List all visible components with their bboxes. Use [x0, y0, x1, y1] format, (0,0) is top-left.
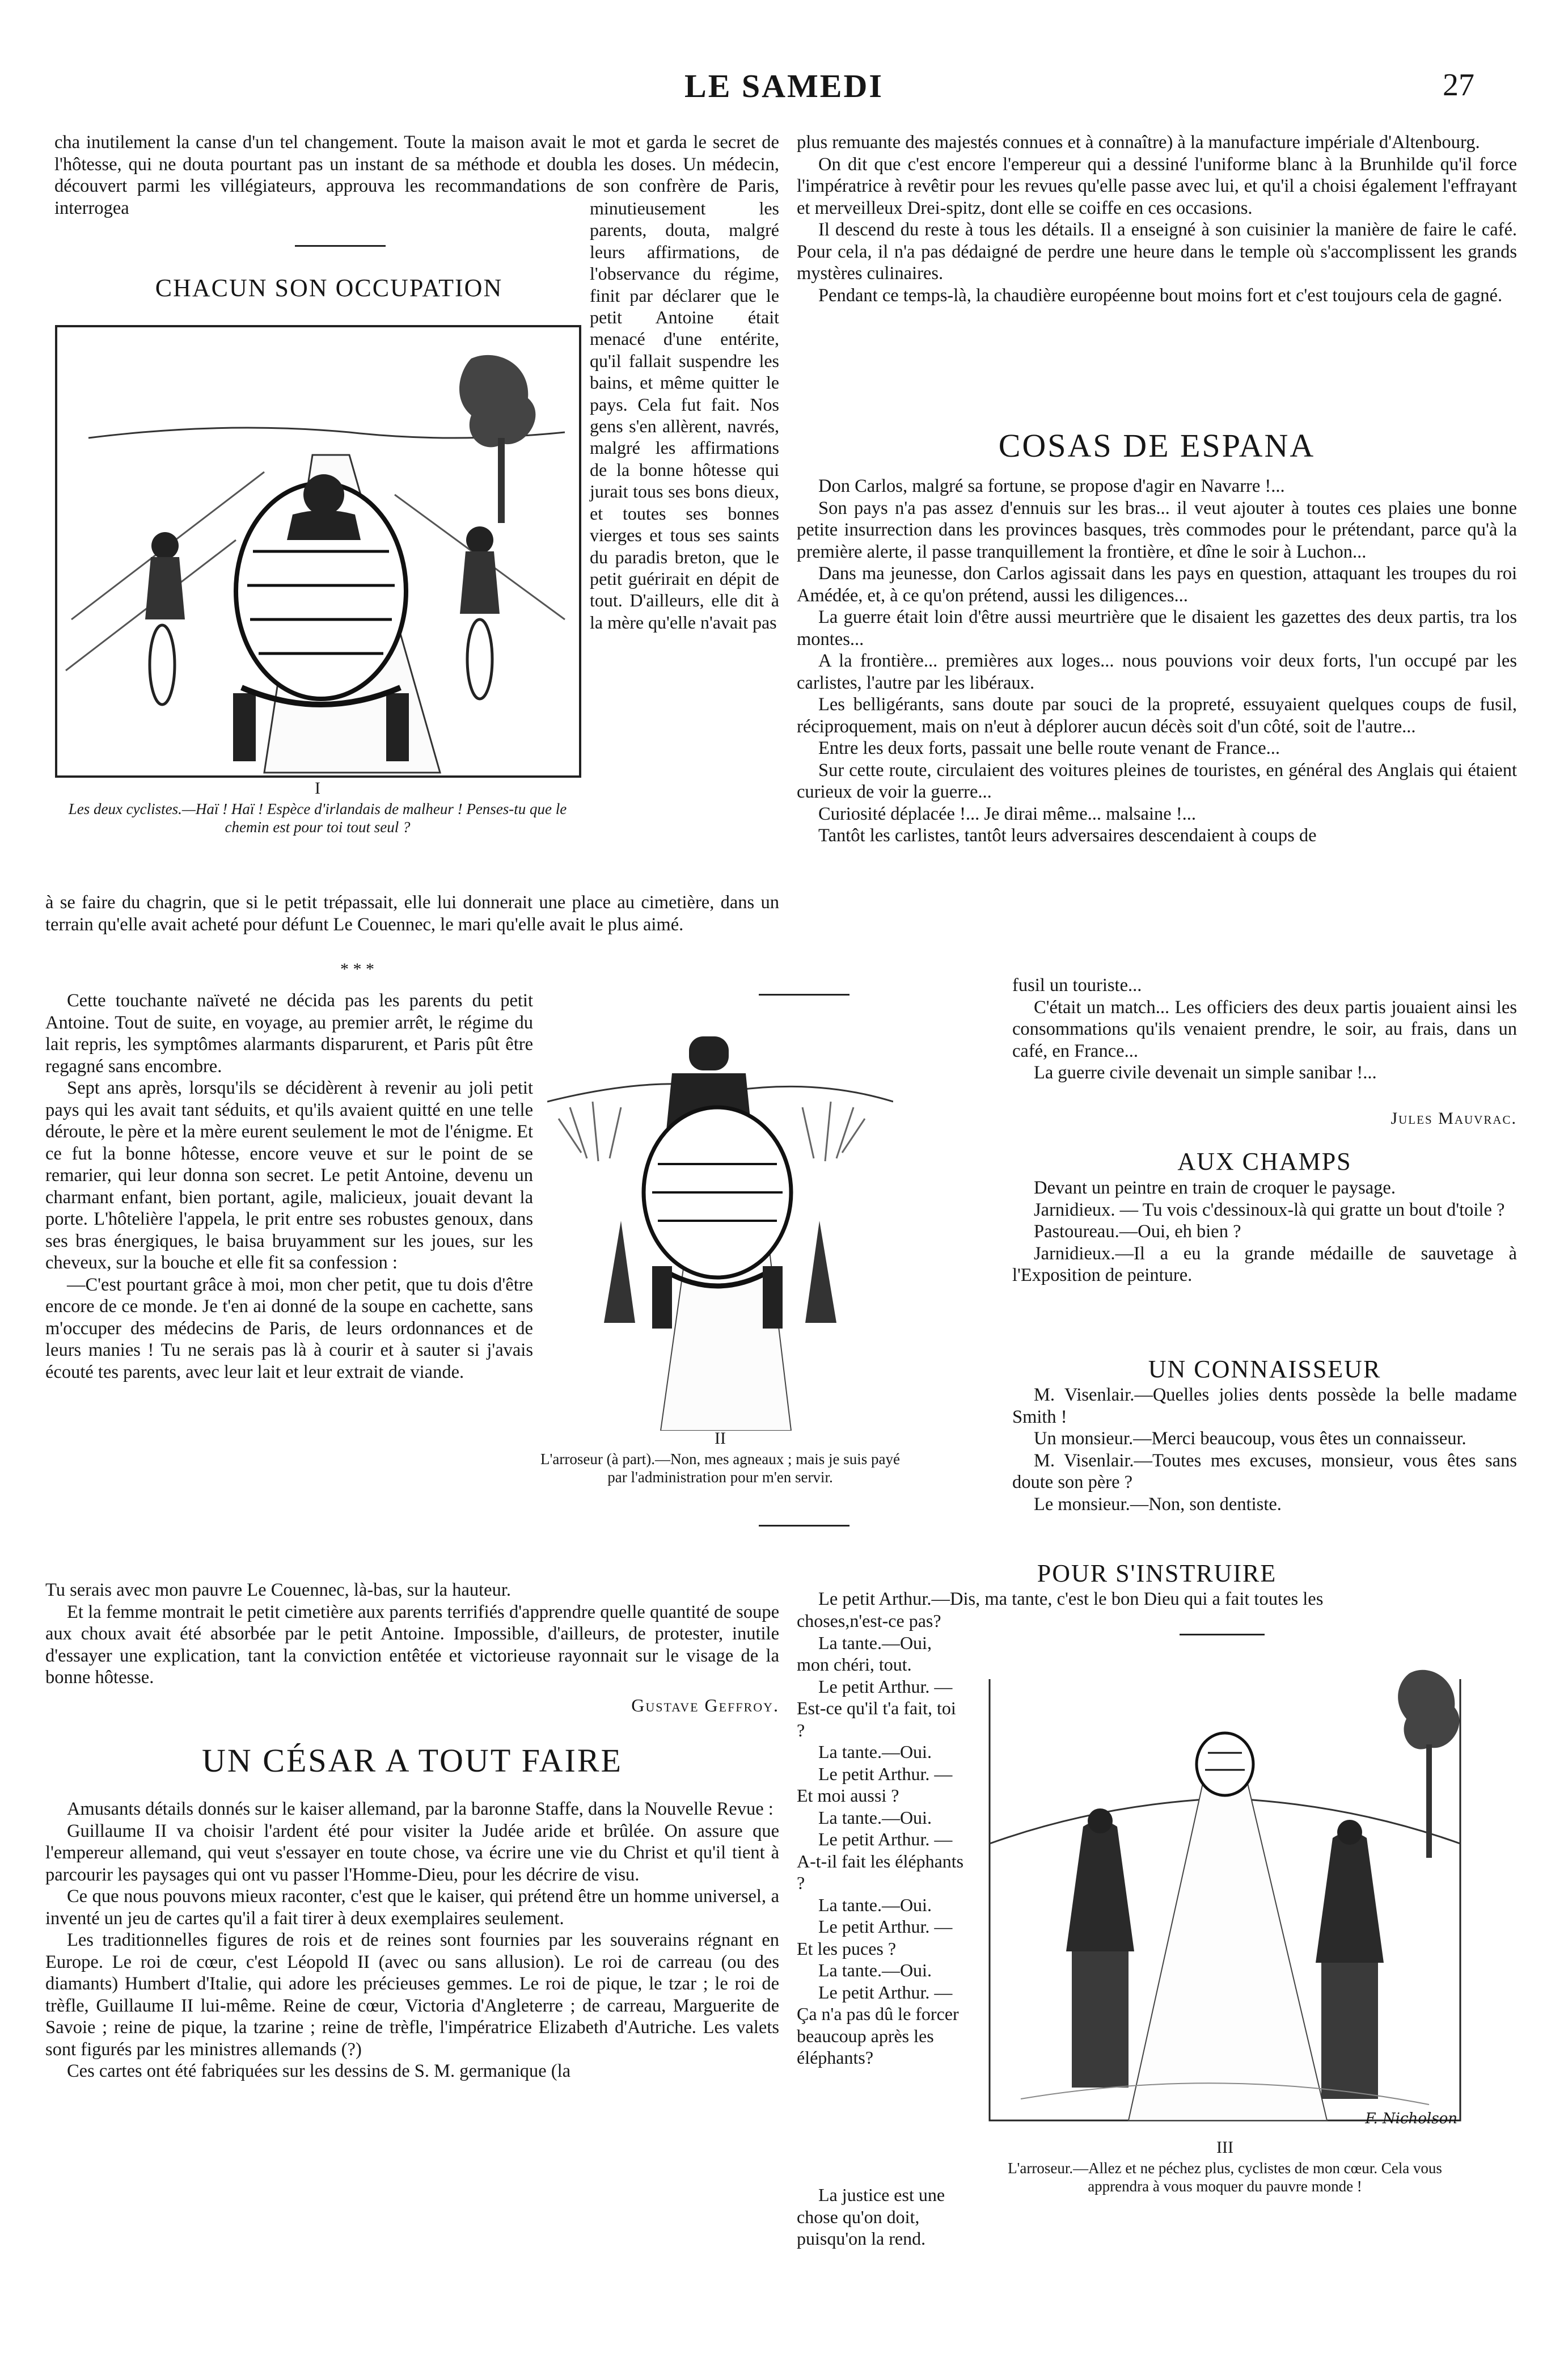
paragraph: Le monsieur.—Non, son dentiste. [1034, 1494, 1282, 1515]
paragraph: Don Carlos, malgré sa fortune, se propose d'agir en Navarre !... [818, 476, 1285, 496]
paragraph: Sur cette route, circulaient des voitures pleines de touristes, en général des Anglais qui étaient curieux de voir la guerre... [797, 760, 1517, 802]
paragraph: minutieusement les parents, douta, malgré leurs affirmations, de l'observance du régime, finit par déclarer que le petit Antoine était menacé d'une entérite, qu'il fallait suspendre les bains, et même quitter le pays. Cela fut fait. Nos gens s'en allèrent, navrés, malgré les affirmations de la bonne hôtesse qui jurait tous ses bons dieux, et toutes ses bonnes vierges et tous ses saints du paradis breton, que le petit guérirait en dépit de tout. D'ailleurs, elle dit à la mère qu'elle n'avait pas [590, 198, 779, 633]
illustration-3-number: III [1216, 2138, 1233, 2157]
dialogue-line: La tante.—Oui. [818, 1742, 932, 1762]
paragraph: Les traditionnelles figures de rois et de reines sont fournies par les souverains régnant en Europe. Le roi de cœur, c'est Léopold II (avec ou sans allusion). Le roi de carreau (ou des diamants) Humbert d'Italie, qui adore les précieuses gemmes. Le roi de pique, le tzar ; le roi de trèfle, Guillaume II lui-même. Reine de cœur, Victoria d'Angleterre ; de carreau, Marguerite de Savoie ; reine de pique, la tzarine ; reine de trèfle, l'impératrice Elizabeth d'Autriche. Les valets sont figurés par les ministres allemands (?) [45, 1930, 779, 2060]
section-stars: * * * [340, 960, 374, 979]
paragraph: Tantôt les carlistes, tantôt leurs adversaires descendaient à coups de [818, 825, 1317, 846]
paragraph: A la frontière... premières aux loges... nous pouvions voir deux forts, l'un occupé par les carlistes, l'autre par les libéraux. [797, 651, 1517, 693]
paragraph: Et la femme montrait le petit cimetière aux parents terrifiés d'apprendre quelle quantité de soupe aux choux avait été absorbée par le petit Antoine. Impossible, d'ailleurs, de protester, inutile d'essayer une explication, tant la conviction entêtée et victorieuse rayonnait sur le visage de la bonne hôtesse. [45, 1601, 779, 1688]
paragraph: C'était un match... Les officiers des deux partis jouaient ainsi les consommations qu'ils venaient prendre, le soir, au frais, dans un café, en France... [1012, 997, 1517, 1061]
dialogue-line: Le petit Arthur. —Ça n'a pas dû le forcer beaucoup après les éléphants? [797, 1981, 959, 2068]
pour-sinstruire-heading: POUR S'INSTRUIRE [1037, 1559, 1277, 1587]
paragraph: La guerre était loin d'être aussi meurtrière que le disaient les gazettes des deux partis, tra los montes... [797, 607, 1517, 650]
paragraph: à se faire du chagrin, que si le petit trépassait, elle lui donnerait une place au cimetière, dans un terrain qu'elle avait acheté pour défunt Le Couennec, le mari qu'elle avait le plus aimé. [45, 892, 779, 935]
paragraph: —C'est pourtant grâce à moi, mon cher petit, que tu dois d'être encore de ce monde. Je t'en ai donné de la soupe en cachette, sans m'occuper des médecins de Paris, de leurs ordonnances et de leurs manies ! Tu ne serais pas là à courir et à sauter si j'avais écouté tes parents, avec leur lait et leur extrait de viande. [45, 1274, 533, 1382]
dialogue-line: Le petit Arthur. —A-t-il fait les éléphants ? [797, 1829, 964, 1893]
illustration-3-caption: L'arroseur.—Allez et ne péchez plus, cyclistes de mon cœur. Cela vous apprendra à vous moquer du pauvre monde ! [1008, 2160, 1442, 2195]
illustration-3 [987, 1656, 1463, 2127]
paragraph: Un monsieur.—Merci beaucoup, vous êtes un connaisseur. [1034, 1428, 1466, 1449]
dialogue-line: La tante.—Oui, mon chéri, tout. [797, 1632, 932, 1675]
dialogue-line: La tante.—Oui. [818, 1807, 932, 1828]
right-top-text [797, 132, 1517, 306]
illustration-2-caption: L'arroseur (à part).—Non, mes agneaux ; mais je suis payé par l'administration pour m'en servir. [540, 1451, 900, 1486]
paragraph: Cette touchante naïveté ne décida pas les parents du petit Antoine. Tout de suite, en voyage, au premier arrêt, le régime du lait repris, les symptômes alarmants disparurent, et Paris pût être regagné sans encombre. [45, 990, 533, 1077]
paragraph: Amusants détails donnés sur le kaiser allemand, par la baronne Staffe, dans la Nouvelle Revue : [67, 1799, 774, 1819]
paragraph: M. Visenlair.—Toutes mes excuses, monsieur, vous êtes sans doute son père ? [1012, 1450, 1517, 1492]
paragraph: Pendant ce temps-là, la chaudière européenne bout moins fort et c'est toujours cela de gagné. [818, 285, 1503, 306]
dialogue-line: Le petit Arthur. —Et moi aussi ? [797, 1763, 953, 1806]
aux-champs-heading: AUX CHAMPS [1177, 1148, 1352, 1175]
narrow-text [590, 197, 779, 633]
divider [759, 1525, 849, 1527]
cosas-text [797, 475, 1517, 847]
end-text [45, 1579, 779, 1689]
illustration-1 [54, 324, 582, 778]
paragraph: Entre les deux forts, passait une belle route venant de France... [818, 738, 1280, 758]
cosas-heading: COSAS DE ESPANA [998, 427, 1316, 464]
illustration-1-number: I [315, 779, 320, 798]
paragraph: Le petit Arthur.—Dis, ma tante, c'est le bon Dieu qui a fait toutes les [818, 1589, 1324, 1609]
dialogue-line: Le petit Arthur. —Est-ce qu'il t'a fait, toi ? [797, 1676, 956, 1740]
paragraph: Il descend du reste à tous les détails. Il a enseigné à son cuisinier la manière de faire le café. Pour cela, il n'a pas dédaigné de perdre une heure dans le temple où s'accomplissent les grands mystères culinaires. [797, 220, 1517, 284]
paragraph: Dans ma jeunesse, don Carlos agissait dans les pays en question, attaquant les troupes du roi Amédée, et, à ce qu'on prétend, aussi les diligences... [797, 563, 1517, 606]
pour-sinstruire-dialogue [797, 1610, 968, 2069]
page-number: 27 [1443, 68, 1474, 103]
paragraph: Guillaume II va choisir l'ardent été pour visiter la Judée aride et brûlée. On assure que l'empereur allemand, qui veut s'essayer en toute chose, va écrire une vie du Christ et qu'il tient à parcourir les paysages qui ont vu passer l'Homme-Dieu, pour les décrire de visu. [45, 1820, 779, 1885]
paragraph: Jarnidieux. — Tu vois c'dessinoux-là qui gratte un bout d'toile ? [1034, 1199, 1505, 1220]
paragraph: Pastoureau.—Oui, eh bien ? [1034, 1221, 1241, 1242]
paragraph: cha inutilement la canse d'un tel changement. Toute la maison avait le mot et garda le secret de l'hôtesse, qui ne douta pourtant pas un instant de sa méthode et doubla les doses. Un médecin, découvert parmi les villégiateurs, approuva les recommandations de son confrère de Paris, interrogea [54, 132, 779, 218]
newspaper-title: LE SAMEDI [684, 68, 884, 104]
connaisseur-heading: UN CONNAISSEUR [1148, 1355, 1381, 1383]
paragraph: plus remuante des majestés connues et à connaître) à la manufacture impériale d'Altenbourg. [797, 132, 1480, 153]
signature-geffroy: Gustave Geffroy. [631, 1695, 779, 1715]
paragraph: Devant un peintre en train de croquer le paysage. [1034, 1178, 1396, 1198]
connaisseur-text [1012, 1384, 1517, 1515]
paragraph: Ce que nous pouvons mieux raconter, c'est que le kaiser, qui prétend être un homme universel, a inventé un jeu de cartes qu'il a fait tirer à deux exemplaires seulement. [45, 1886, 779, 1929]
illustrator-signature: F. Nicholson [1365, 2110, 1457, 2127]
illustration-1-caption: Les deux cyclistes.—Haï ! Haï ! Espèce d'irlandais de malheur ! Penses-tu que le chemin est pour toi tout seul ? [68, 800, 567, 836]
paragraph: Tu serais avec mon pauvre Le Couennec, là-bas, sur la hauteur. [45, 1580, 511, 1600]
paragraph: Les belligérants, sans doute par souci de la propreté, essuyaient quelques coups de fusil, réciproquement, mais on n'eut à déplorer aucun décès soit d'un côté, soit de l'autre... [797, 694, 1517, 737]
paragraph: Curiosité déplacée !... Je dirai même... malsaine !... [818, 803, 1197, 824]
dialogue-line: choses,n'est-ce pas? [797, 1610, 941, 1631]
paragraph: M. Visenlair.—Quelles jolies dents possède la belle madame Smith ! [1012, 1385, 1517, 1427]
wide-text [45, 892, 779, 935]
cesar-text [45, 1798, 779, 2082]
illustration-2-number: II [715, 1429, 726, 1448]
dialogue-line: La tante.—Oui. [818, 1960, 932, 1980]
pour-sinstruire-first-line [797, 1588, 1517, 1610]
illustration-1-heading: CHACUN SON OCCUPATION [155, 274, 503, 302]
cosas-narrow-text [1012, 975, 1517, 1084]
divider [1180, 1634, 1265, 1635]
paragraph: Sept ans après, lorsqu'ils se décidèrent à revenir au joli petit pays qui les avait tant séduits, et qu'ils avaient quitté en une telle déroute, le père et la mère eurent seulement le mot de l'énigme. Et ce fut la bonne hôtesse, encore veuve et sur le point de se remarier, qui leur donna son secret. Le petit Antoine, devenu un charmant enfant, bien portant, agile, malicieux, jouait devant la porte. L'hôtelière l'appela, le prit entre ses robustes genoux, dans ses bras énergiques, le baisa bruyamment sur les joues, sur les cheveux, sur la bouche et elle fit sa confession : [45, 1078, 533, 1273]
divider [759, 994, 849, 996]
mid-text [45, 990, 533, 1383]
paragraph: On dit que c'est encore l'empereur qui a dessiné l'uniforme blanc à la Brunhilde qu'il force l'impératrice à revêtir pour les revues qu'elle passe avec lui, et qu'il a choisi également l'effrayant et merveilleux Drei-spitz, dont elle se coiffe en ces occasions. [797, 154, 1517, 218]
paragraph: Jarnidieux.—Il a eu la grande médaille de sauvetage à l'Exposition de peinture. [1012, 1243, 1517, 1285]
dialogue-line: La tante.—Oui. [818, 1894, 932, 1915]
signature-mauvrac: Jules Mauvrac. [1391, 1109, 1517, 1128]
paragraph: La justice est une chose qu'on doit, puisqu'on la rend. [797, 2185, 945, 2249]
paragraph: La guerre civile devenait un simple sanibar !... [1034, 1062, 1377, 1083]
illustration-2 [547, 1005, 893, 1431]
dialogue-line: Le petit Arthur. —Et les puces ? [797, 1916, 953, 1959]
justice-text [797, 2184, 968, 2250]
cesar-heading: UN CÉSAR A TOUT FAIRE [202, 1742, 623, 1779]
paragraph: Son pays n'a pas assez d'ennuis sur les bras... il veut ajouter à toutes ces plaies une bonne petite insurrection dans les provinces basques, très commodes pour le prétendant, parce qu'à la première alerte, il passe tranquillement la frontière, et dîne le soir à Luchon... [797, 497, 1517, 562]
paragraph: fusil un touriste... [1012, 975, 1142, 996]
divider [295, 245, 386, 247]
aux-champs-text [1012, 1177, 1517, 1287]
paragraph: Ces cartes ont été fabriquées sur les dessins de S. M. germanique (la [67, 2061, 571, 2081]
